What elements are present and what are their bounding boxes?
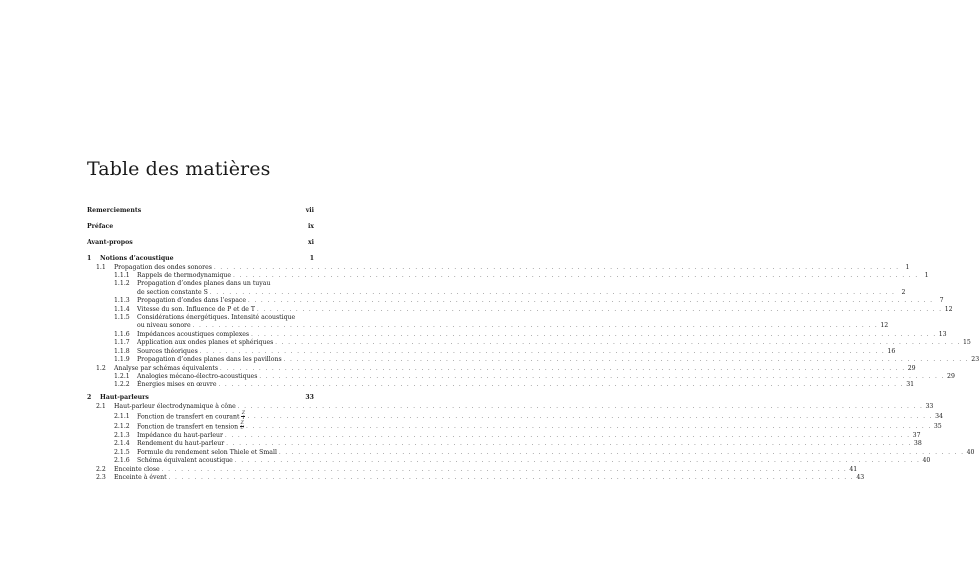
toc-entry-number: 1 [87,254,92,262]
toc-entry-page: 38 [913,440,922,448]
toc-entry-page: 43 [856,473,865,481]
toc-entry-number: 2 [87,394,92,402]
toc-entry-sec[interactable] [87,473,865,482]
toc-entry-number: 1.1.9 [114,356,130,364]
toc-entry-page: 12 [880,322,889,330]
toc-entry-page: 29 [947,372,955,380]
toc-entry-page: vii [305,207,314,214]
toc-entry-title: Application aux ondes planes et sphériques [137,339,274,347]
toc-entry-sec[interactable] [87,263,910,272]
toc-entry-title: Formule du rendement selon Thiele et Small [137,448,277,456]
toc-entry-title: Propagation d’ondes planes dans les pavillons [137,356,282,364]
toc-entry-sub[interactable] [87,272,929,280]
toc-entry-title: Notions d’acoustique [100,254,174,262]
toc-entry-title: Propagation des ondes sonores [114,263,212,271]
toc-entry-sub[interactable] [87,381,915,389]
toc-entry-math: $\frac{Z}{U}$ [240,420,244,432]
toc-entry-number: 1.1 [96,263,106,271]
toc-entry-title: Fonction de transfert en courant $\frac{Z}{I}$ [137,410,245,422]
toc-leader-dots [220,365,906,373]
toc-entry-sub[interactable] [87,297,944,305]
toc-entry-page: 41 [849,465,858,473]
toc-entry-number: 1.1.1 [114,272,130,280]
page-title: Table des matières [87,158,271,180]
toc-entry-sub[interactable] [87,440,922,448]
toc-entry-title: Vitesse du son. Influence de P et de T [137,305,256,313]
toc-entry-number: 1.1.5 [114,314,130,322]
toc-entry-sub[interactable] [87,305,953,314]
toc-entry-title: Haut-parleurs [100,394,149,402]
toc-entry-page: 31 [906,381,915,389]
toc-entry-title: Enceinte à évent [114,473,167,481]
toc-entry-title: Fonction de transfert en tension $\frac{Z}{U}$ [137,420,244,432]
toc-entry-ch[interactable] [87,255,314,263]
toc-entry-number: 2.3 [96,473,106,481]
toc-entry-sub[interactable] [87,457,931,465]
toc-entry-sub[interactable] [87,431,921,440]
toc-entry-page: 37 [912,431,921,439]
toc-entry-title: Considérations énergétiques. Intensité acoustique [137,314,296,322]
toc-entry-page: 13 [938,330,947,338]
toc-entry-page: xi [307,238,314,246]
toc-entry-page: ix [307,222,314,230]
toc-entry-title-continuation: ou niveau sonore [137,322,191,330]
table-of-contents [87,207,979,482]
toc-leader-dots [193,322,879,330]
toc-leader-dots [225,432,911,440]
toc-leader-dots [246,423,932,431]
toc-entry-title: Sources théoriques [137,347,198,355]
toc-entry-title: Énergies mises en œuvre [137,381,217,389]
toc-entry-number: 2.1 [96,403,106,411]
toc-leader-dots [284,356,970,364]
toc-entry-continuation[interactable] [87,288,906,297]
toc-entry-continuation[interactable] [87,322,889,330]
toc-entry-title: Schéma équivalent acoustique [137,457,233,465]
toc-entry-number: 2.1.3 [114,431,130,439]
toc-entry-fm[interactable] [87,239,314,247]
toc-leader-dots [248,297,934,305]
toc-entry-page: 7 [939,297,944,305]
toc-entry-number: 2.1.2 [114,423,130,431]
toc-entry-number: 2.1.4 [114,440,130,448]
toc-entry-sub[interactable] [87,339,971,347]
toc-entry-number: 1.2.2 [114,381,130,389]
toc-entry-page: 1 [924,272,929,280]
toc-entry-sub[interactable] [87,448,975,457]
toc-leader-dots [247,413,933,421]
toc-entry-title: Préface [87,222,114,230]
toc-entry-title: Avant-propos [87,238,133,246]
toc-entry-sub[interactable] [87,347,896,356]
toc-entry-title: Haut-parleur électrodynamique à cône [114,403,236,411]
toc-entry-title: Impédances acoustiques complexes [137,330,250,338]
toc-entry-number: 1.1.7 [114,339,130,347]
toc-leader-dots [162,466,848,474]
toc-entry-page: 33 [305,394,314,402]
toc-leader-dots [235,457,921,465]
toc-leader-dots [251,331,937,339]
toc-leader-dots [233,272,919,280]
toc-entry-number: 1.1.4 [114,305,130,313]
toc-entry-title: Analyse par schémas équivalents [114,364,219,372]
toc-entry-fm[interactable] [87,207,314,215]
toc-entry-sec[interactable] [87,364,916,373]
toc-entry-page: 12 [944,305,953,313]
toc-entry-title: Rappels de thermodynamique [137,272,232,280]
toc-entry-number: 1.2.1 [114,372,130,380]
toc-entry-sub[interactable] [87,356,979,364]
toc-leader-dots [169,474,855,482]
toc-entry-sec[interactable] [87,403,934,411]
toc-entry-sec[interactable] [87,465,858,474]
toc-entry-page: 34 [935,413,943,421]
toc-entry-number: 1.1.3 [114,297,130,305]
toc-entry-title: Remerciements [87,207,142,214]
toc-leader-dots [257,306,943,314]
toc-entry-number: 2.2 [96,465,106,473]
toc-leader-dots [200,348,886,356]
toc-entry-page: 16 [887,347,896,355]
toc-entry-number: 2.1.6 [114,457,130,465]
toc-entry-page: 2 [901,288,906,296]
toc-entry-number: 1.1.2 [114,280,130,288]
toc-leader-dots [210,289,896,297]
toc-leader-dots [214,264,900,272]
toc-entry-page: 15 [962,339,971,347]
toc-entry-page: 33 [925,403,934,411]
toc-entry-title-continuation: de section constante S [137,288,208,296]
toc-entry-title: Rendement du haut-parleur [137,440,225,448]
toc-leader-dots [226,440,912,448]
toc-leader-dots [275,339,961,347]
toc-entry-page: 40 [966,448,975,456]
toc-leader-dots [219,381,905,389]
toc-leader-dots [259,373,945,381]
toc-entry-number: 1.1.8 [114,347,130,355]
toc-entry-page: 1 [309,254,314,262]
toc-entry-math: $\frac{Z}{I}$ [241,410,245,422]
toc-entry-page: 23 [971,356,979,364]
toc-entry-number: 2.1.1 [114,413,130,421]
toc-entry-page: 40 [922,457,931,465]
toc-entry-ch[interactable] [87,394,314,402]
toc-entry-sub[interactable] [87,330,947,339]
toc-entry-title: Analogies mécano-électro-acoustiques [137,372,258,380]
toc-entry-title: Propagation d’ondes planes dans un tuyau [137,280,271,288]
toc-entry-title: Propagation d’ondes dans l’espace [137,297,247,305]
toc-leader-dots [238,403,924,411]
toc-entry-number: 1.1.6 [114,330,130,338]
toc-entry-number: 1.2 [96,364,106,372]
toc-entry-title: Impédance du haut-parleur [137,431,224,439]
toc-leader-dots [279,449,965,457]
toc-entry-number: 2.1.5 [114,448,130,456]
toc-entry-page: 35 [933,423,942,431]
toc-entry-fm[interactable] [87,223,314,231]
toc-entry-page: 29 [907,364,916,372]
toc-entry-sub[interactable] [87,314,314,322]
toc-entry-sub[interactable] [87,410,943,422]
toc-entry-title: Enceinte close [114,465,160,473]
toc-entry-page: 1 [905,263,910,271]
toc-entry-sub[interactable] [87,420,942,432]
toc-entry-sub[interactable] [87,280,314,288]
